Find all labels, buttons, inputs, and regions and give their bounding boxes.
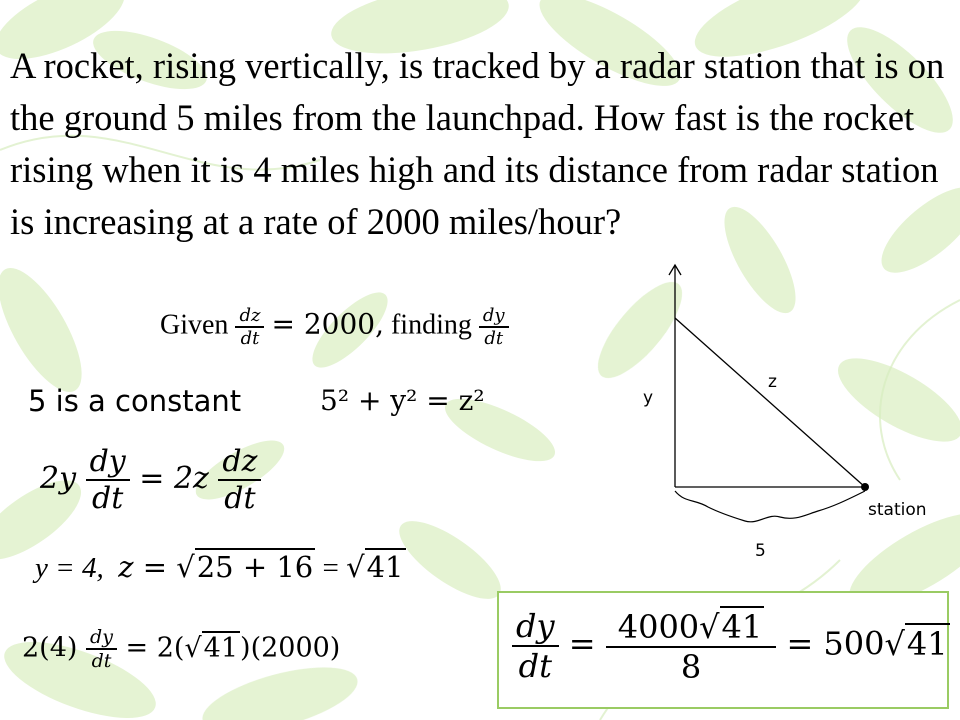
z-label: z = [118,550,177,584]
radicand: 41 [366,550,404,584]
hypotenuse-line [675,318,865,487]
lhs-coefficient: 2y [40,461,77,496]
sqrt-symbol: √41 [699,608,763,646]
sqrt-symbol: √41 [184,632,239,664]
finding-label: finding [390,309,472,341]
radicand: 25 + 16 [196,550,314,584]
triangle-diagram [640,255,960,575]
dy-dt-fraction [479,305,509,349]
frac-numerator [606,606,777,648]
radicand: 41 [906,624,948,663]
equals-sign: = [568,624,596,663]
rhs-part-b: )(2000) [240,632,341,664]
constant-note: 5 is a constant [28,384,242,418]
frac-denominator: dt [484,328,504,349]
dz-dt-fraction [218,444,261,516]
numerator-coefficient: 4000 [617,608,700,646]
label-base: 5 [755,541,766,561]
lhs-value: 2(4) [22,632,78,664]
frac-numerator: dy [479,305,509,328]
given-label: Given [160,309,229,341]
substituted-equation [22,626,340,672]
frac-numerator: dy [86,626,117,650]
problem-statement: A rocket, rising vertically, is tracked by a radar station that is on the ground 5 miles from the launchpad. How fast is the rocket rising when it is 4 miles high and its distance from radar station is increasing at a rate of 2000 miles/hour? [10,45,945,242]
frac-denominator: dt [92,481,124,516]
frac-denominator: dt [240,328,260,349]
radicand: 41 [721,608,763,646]
frac-numerator: dz [235,305,264,328]
frac-denominator: dt [91,650,112,672]
frac-numerator: dy [512,607,559,647]
label-z: z [768,372,777,392]
station-point [861,483,869,491]
radicand: 41 [203,632,239,664]
result-equation [512,606,950,686]
result-fraction [606,606,777,686]
frac-denominator: dt [518,647,552,685]
rhs-coefficient: = 2z [139,461,209,496]
sqrt-symbol: √25 + 16 [176,550,314,584]
label-y: y [643,388,654,408]
given-line [160,305,509,349]
frac-denominator: dt [224,481,256,516]
base-brace [675,491,865,522]
frac-denominator: 8 [680,648,702,686]
dz-dt-fraction [235,305,264,349]
sqrt-symbol: √41 [884,624,948,663]
dy-dt-fraction [512,607,559,685]
pythagorean-equation: 5² + y² = z² [320,384,485,417]
substitution-line [35,548,406,585]
derivative-equation [40,444,261,516]
sqrt-symbol: √41 [346,550,404,584]
given-value: = 2000, [271,307,384,341]
frac-numerator: dz [218,444,261,481]
dy-dt-fraction [86,626,117,672]
rhs-part-a: = 2( [125,632,185,664]
y-value: y = 4, [35,552,104,584]
dy-dt-fraction [86,444,130,516]
final-coefficient: = 500 [786,624,885,663]
label-station: station [868,500,927,520]
frac-numerator: dy [86,444,130,481]
equals-sign: = [315,552,347,584]
